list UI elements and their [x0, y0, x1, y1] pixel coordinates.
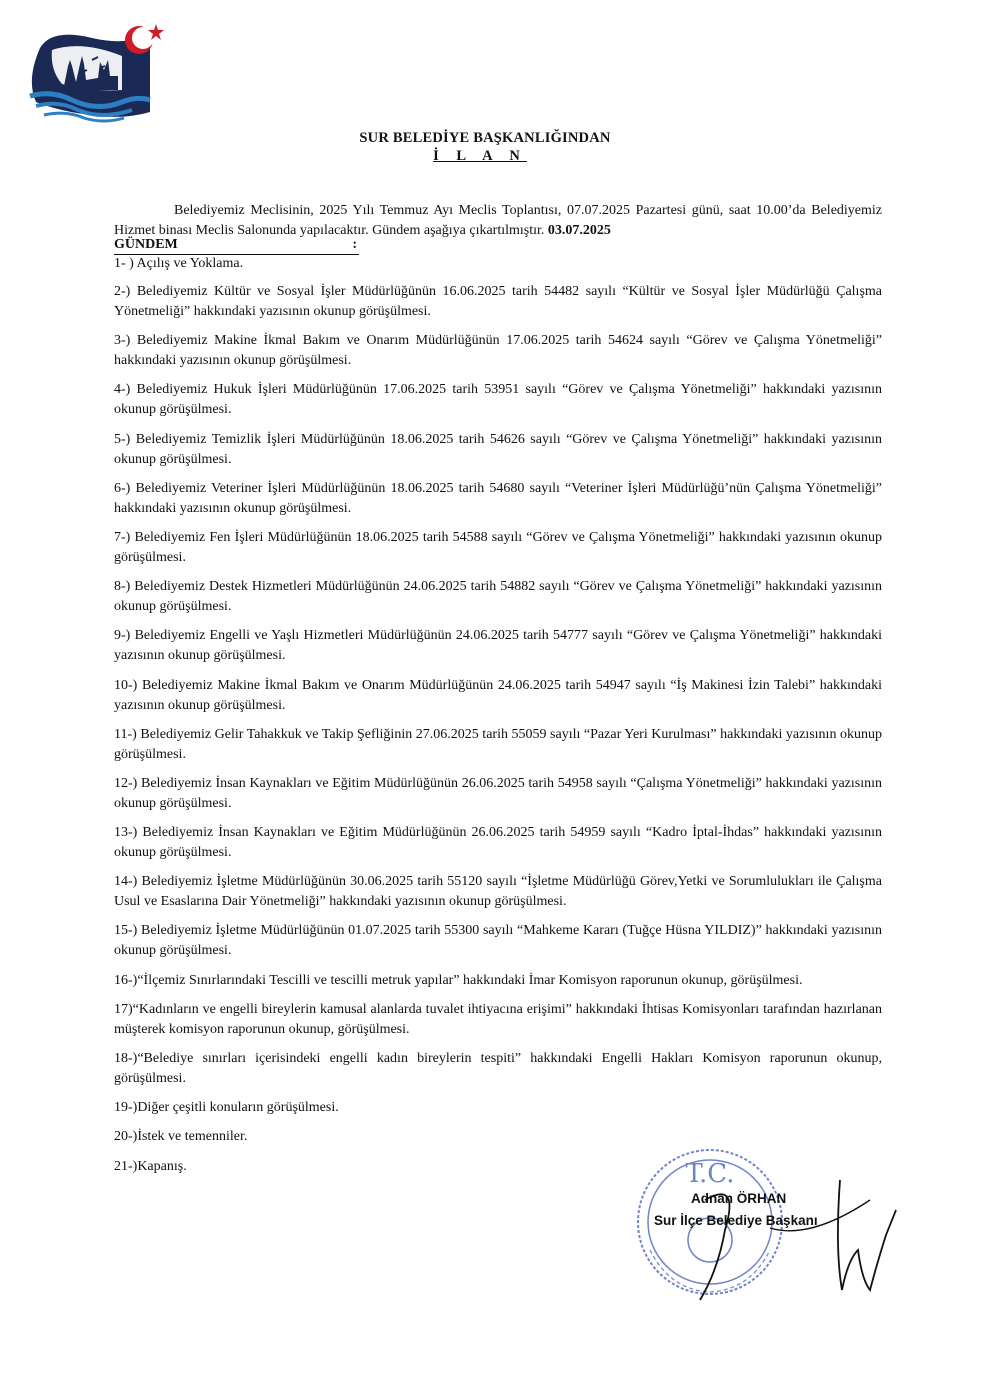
agenda-heading	[114, 236, 359, 255]
agenda-item: 11-) Belediyemiz Gelir Tahakkuk ve Takip Şefliğinin 27.06.2025 tarih 55059 sayılı “Pazar Yeri Kurulması” hakkındaki yazısının okunup görüşülmesi.	[114, 726, 882, 762]
agenda-item: 12-) Belediyemiz İnsan Kaynakları ve Eğitim Müdürlüğünün 26.06.2025 tarih 54958 sayılı “Çalışma Yönetmeliği” hakkındaki yazısının okunup görüşülmesi.	[114, 775, 882, 811]
agenda-item: 7-) Belediyemiz Fen İşleri Müdürlüğünün 18.06.2025 tarih 54588 sayılı “Görev ve Çalışma Yönetmeliği” hakkındaki yazısının okunup görüşülmesi.	[114, 529, 882, 565]
agenda-item: 13-) Belediyemiz İnsan Kaynakları ve Eğitim Müdürlüğünün 26.06.2025 tarih 54959 sayılı “Kadro İptal-İhdas” hakkındaki yazısının okunup görüşülmesi.	[114, 825, 882, 861]
agenda-item: 15-) Belediyemiz İşletme Müdürlüğünün 01.07.2025 tarih 55300 sayılı “Mahkeme Kararı (Tuğçe Hüsna YILDIZ)” hakkındaki yazısının okunup görüşülmesi.	[114, 923, 882, 959]
signatory-title: Sur İlçe Belediye Başkanı	[654, 1213, 818, 1228]
agenda-item: 16-)“İlçemiz Sınırlarındaki Tescilli ve tescilli metruk yapılar” hakkındaki İmar Komisyon raporunun okunup, görüşülmesi.	[114, 972, 803, 988]
agenda-item: 10-) Belediyemiz Makine İkmal Bakım ve Onarım Müdürlüğünün 24.06.2025 tarih 54947 sayılı “İş Makinesi İzin Talebi” hakkındaki yazısının okunup görüşülmesi.	[114, 677, 882, 713]
agenda-label: GÜNDEM	[114, 237, 178, 252]
agenda-item: 17)“Kadınların ve engelli bireylerin kamusal alanlarda tuvalet ihtiyacına erişimi” hakkındaki İhtisas Komisyonları tarafından hazırlanan müşterek komisyon raporunun okunup, görüşülmesi.	[114, 1001, 882, 1037]
intro-text: Belediyemiz Meclisinin, 2025 Yılı Temmuz Ayı Meclis Toplantısı, 07.07.2025 Pazartesi günü, saat 10.00’da Belediyemiz Hizmet binası Meclis Salonunda yapılacaktır. Gündem aşağıya çıkartılmıştır.	[114, 203, 882, 238]
stamp-tc-text: T.C.	[685, 1159, 735, 1189]
agenda-item: 20-)İstek ve temenniler.	[114, 1129, 248, 1145]
agenda-item: 8-) Belediyemiz Destek Hizmetleri Müdürlüğünün 24.06.2025 tarih 54882 sayılı “Görev ve Çalışma Yönetmeliği” hakkındaki yazısının okunup görüşülmesi.	[114, 579, 882, 615]
intro-paragraph	[114, 201, 882, 241]
agenda-item: 6-) Belediyemiz Veteriner İşleri Müdürlüğünün 18.06.2025 tarih 54680 sayılı “Veteriner İşleri Müdürlüğü’nün Çalışma Yönetmeliği” hakkındaki yazısının okunup görüşülmesi.	[114, 480, 882, 516]
agenda-item: 19-)Diğer çeşitli konuların görüşülmesi.	[114, 1100, 339, 1116]
agenda-item: 2-) Belediyemiz Kültür ve Sosyal İşler Müdürlüğünün 16.06.2025 tarih 54482 sayılı “Kültür ve Sosyal İşler Müdürlüğü Çalışma Yönetmeliği” hakkındaki yazısının okunup görüşülmesi.	[114, 284, 882, 319]
agenda-item: 14-) Belediyemiz İşletme Müdürlüğünün 30.06.2025 tarih 55120 sayılı “İşletme Müdürlüğü Görev,Yetki ve Sorumlulukları ile Çalışma Usul ve Esaslarına Dair Yönetmeliği” hakkındaki yazısının okunup görüşülmesi.	[114, 874, 882, 910]
official-stamp	[630, 1140, 900, 1320]
agenda-item: 3-) Belediyemiz Makine İkmal Bakım ve Onarım Müdürlüğünün 17.06.2025 tarih 54624 sayılı “Görev ve Çalışma Yönetmeliği” hakkındaki yazısının okunup görüşülmesi.	[114, 333, 882, 369]
agenda-item: 18-)“Belediye sınırları içerisindeki engelli kadın bireylerin tespiti” hakkındaki Engelli Hakları Komisyon raporunun okunup, görüşülmesi.	[114, 1051, 882, 1086]
agenda-item: 5-) Belediyemiz Temizlik İşleri Müdürlüğünün 18.06.2025 tarih 54626 sayılı “Görev ve Çalışma Yönetmeliği” hakkındaki yazısının okunup görüşülmesi.	[114, 431, 882, 467]
agenda-colon: :	[352, 237, 357, 252]
signatory-name: Adnan ÖRHAN	[691, 1191, 787, 1206]
document-heading: SUR BELEDİYE BAŞKANLIĞINDAN	[359, 130, 611, 146]
agenda-item: 21-)Kapanış.	[114, 1158, 187, 1174]
agenda-list	[114, 254, 882, 1186]
agenda-item: 4-) Belediyemiz Hukuk İşleri Müdürlüğünün 17.06.2025 tarih 53951 sayılı “Görev ve Çalışma Yönetmeliği” hakkındaki yazısının okunup görüşülmesi.	[114, 382, 882, 418]
agenda-item: 9-) Belediyemiz Engelli ve Yaşlı Hizmetleri Müdürlüğünün 24.06.2025 tarih 54777 sayılı “Görev ve Çalışma Yönetmeliği” hakkındaki yazısının okunup görüşülmesi.	[114, 628, 882, 664]
agenda-item: 1- ) Açılış ve Yoklama.	[114, 256, 244, 271]
announcement-label: İ L A N	[433, 148, 527, 164]
document-date: 03.07.2025	[547, 223, 611, 238]
municipality-logo	[22, 20, 167, 125]
